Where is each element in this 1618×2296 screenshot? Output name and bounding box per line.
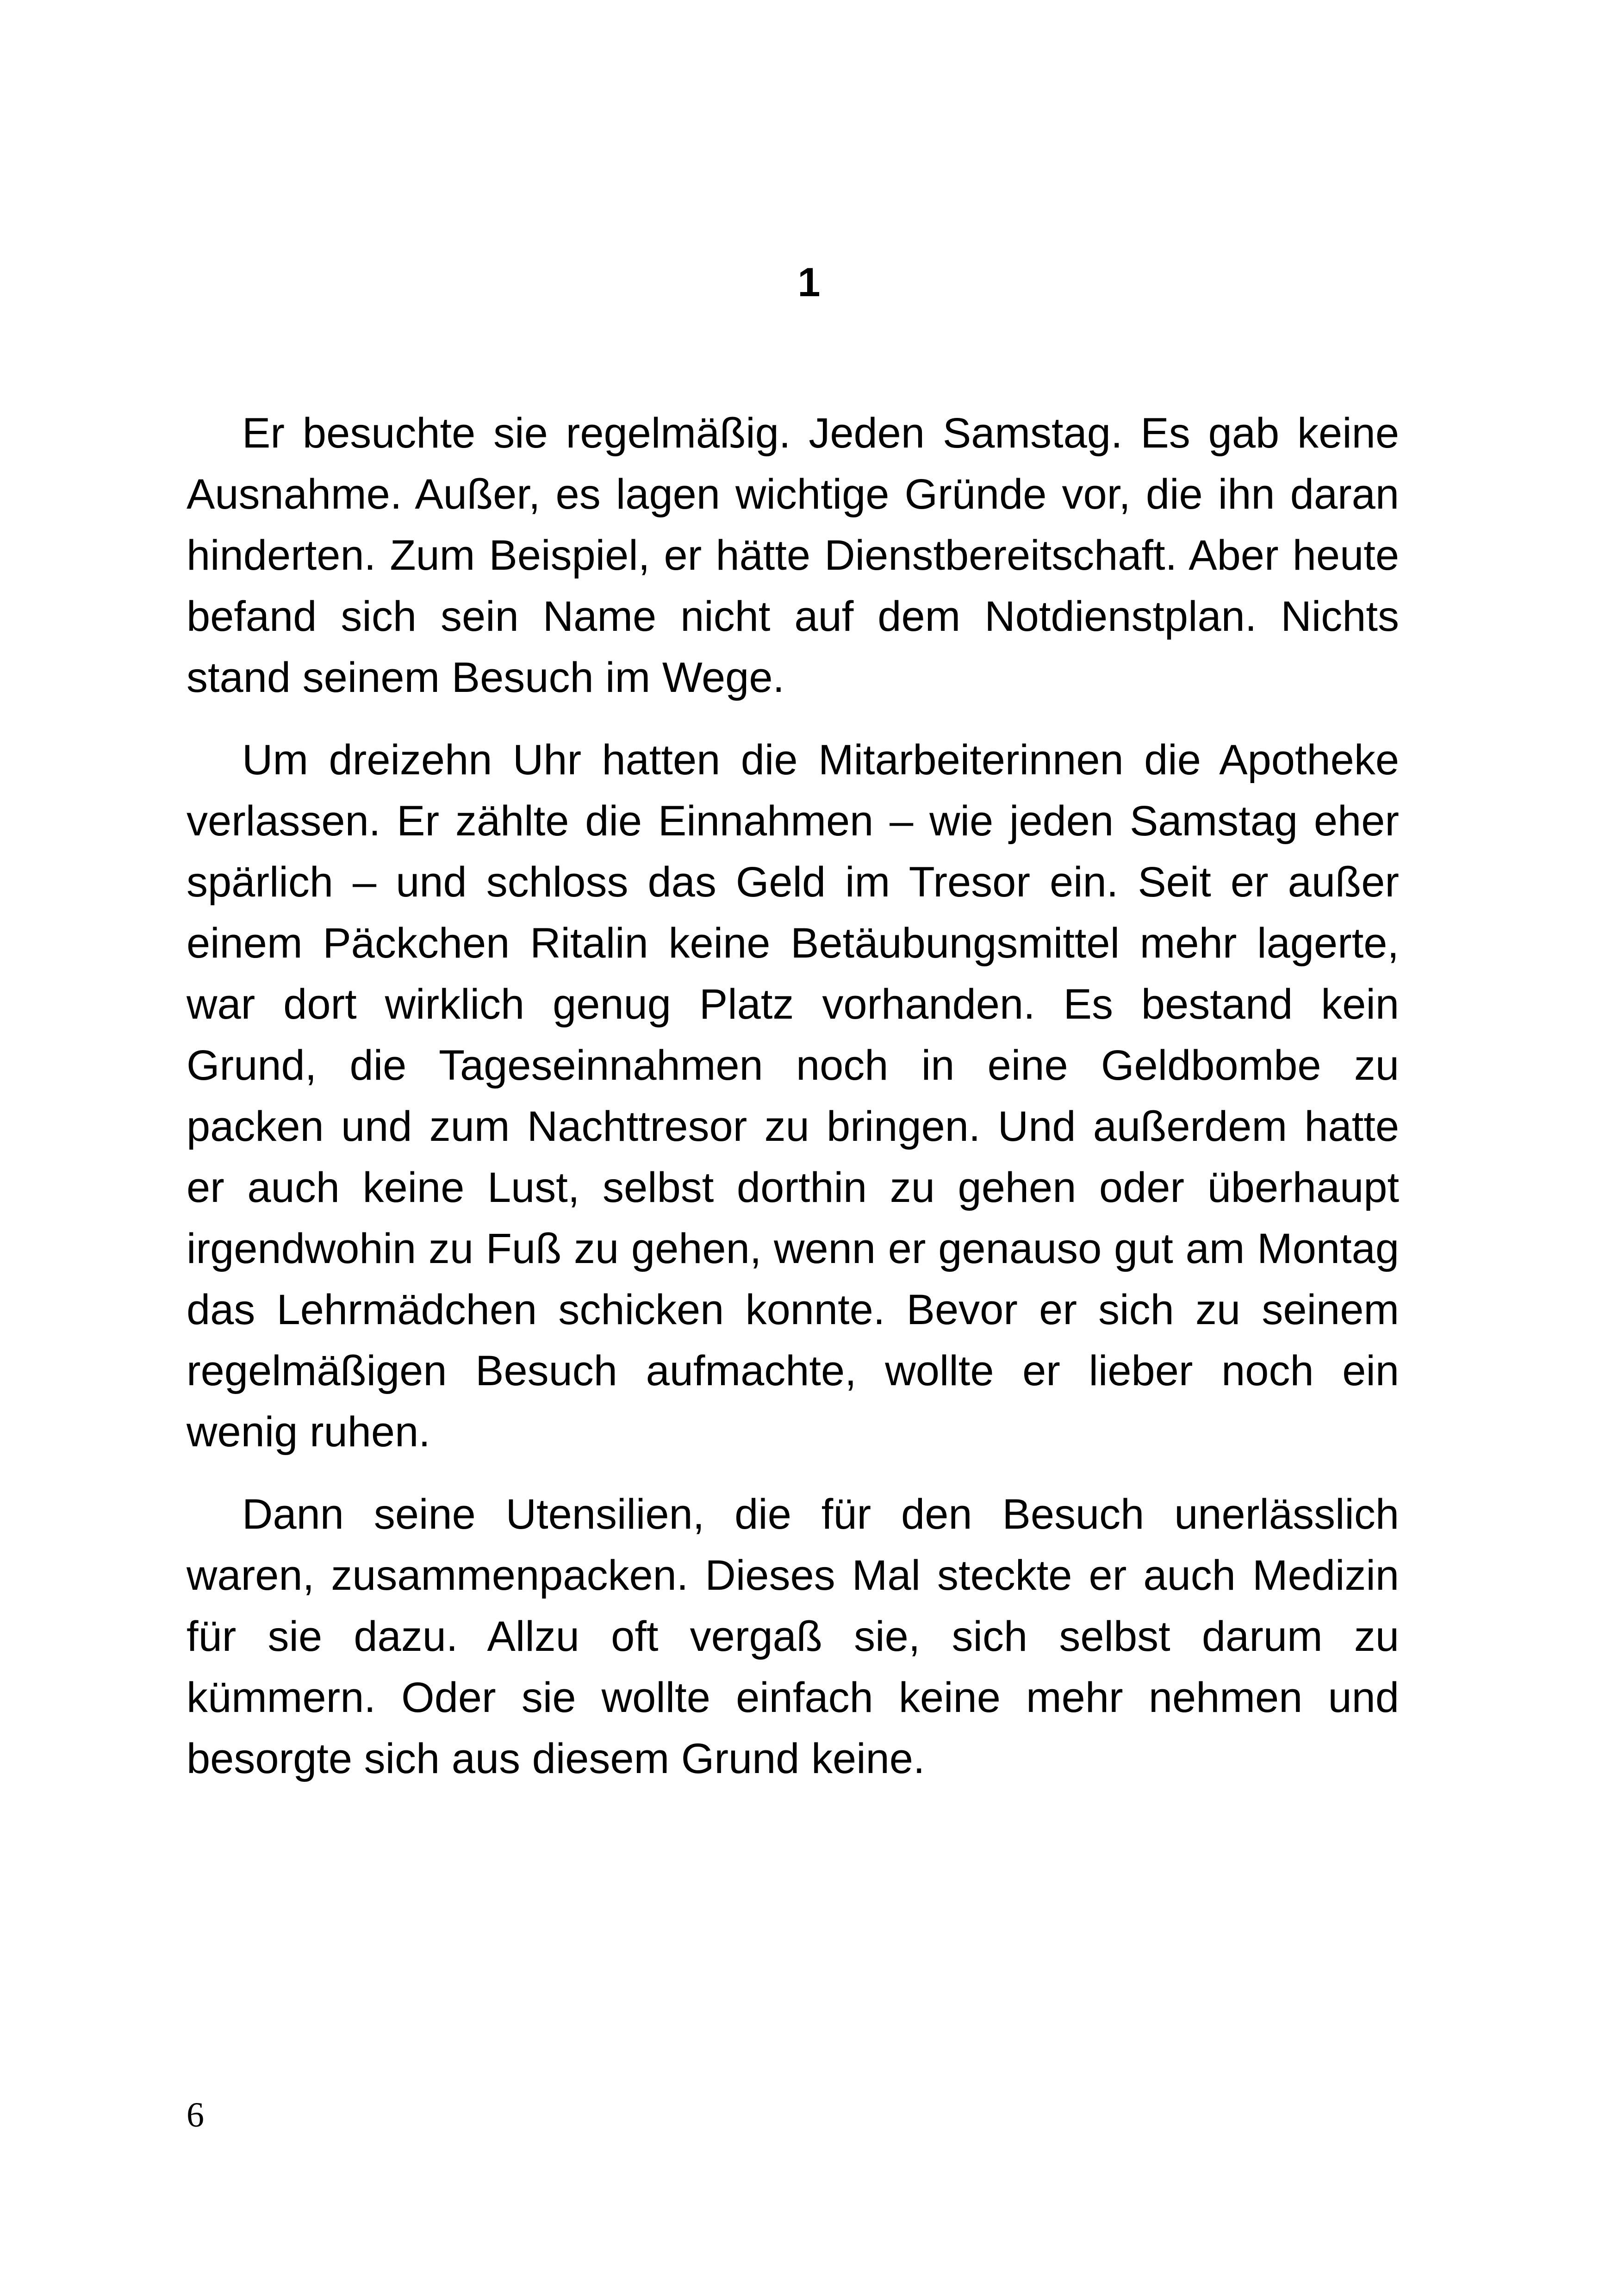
chapter-body bbox=[187, 403, 1399, 1811]
chapter-number: 1 bbox=[797, 259, 821, 305]
paragraph: Um dreizehn Uhr hatten die Mitarbeiterinnen die Apotheke verlassen. Er zählte die Einnahmen – wie jeden Samstag eher spärlich – und schloss das Geld im Tresor ein. Seit er außer einem Päckchen Ritalin keine Betäubungsmittel mehr lagerte, war dort wirklich genug Platz vorhanden. Es bestand kein Grund, die Tageseinnahmen noch in eine Geldbombe zu packen und zum Nachttresor zu bringen. Und außerdem hatte er auch keine Lust, selbst dorthin zu gehen oder überhaupt irgendwohin zu Fuß zu gehen, wenn er genauso gut am Montag das Lehrmädchen schicken konnte. Bevor er sich zu seinem regelmäßigen Besuch aufmachte, wollte er lieber noch ein wenig ruhen. bbox=[187, 736, 1399, 1456]
paragraph: Dann seine Utensilien, die für den Besuch unerlässlich waren, zusammenpacken. Dieses Mal steckte er auch Medizin für sie dazu. Allzu oft vergaß sie, sich selbst darum zu kümmern. Oder sie wollte einfach keine mehr nehmen und besorgte sich aus diesem Grund keine. bbox=[187, 1491, 1399, 1782]
paragraph: Er besuchte sie regelmäßig. Jeden Samstag. Es gab keine Ausnahme. Außer, es lagen wichtige Gründe vor, die ihn daran hinderten. Zum Beispiel, er hätte Dienstbereitschaft. Aber heute befand sich sein Name nicht auf dem Notdienstplan. Nichts stand seinem Besuch im Wege. bbox=[187, 410, 1399, 701]
page-number: 6 bbox=[187, 2096, 204, 2134]
